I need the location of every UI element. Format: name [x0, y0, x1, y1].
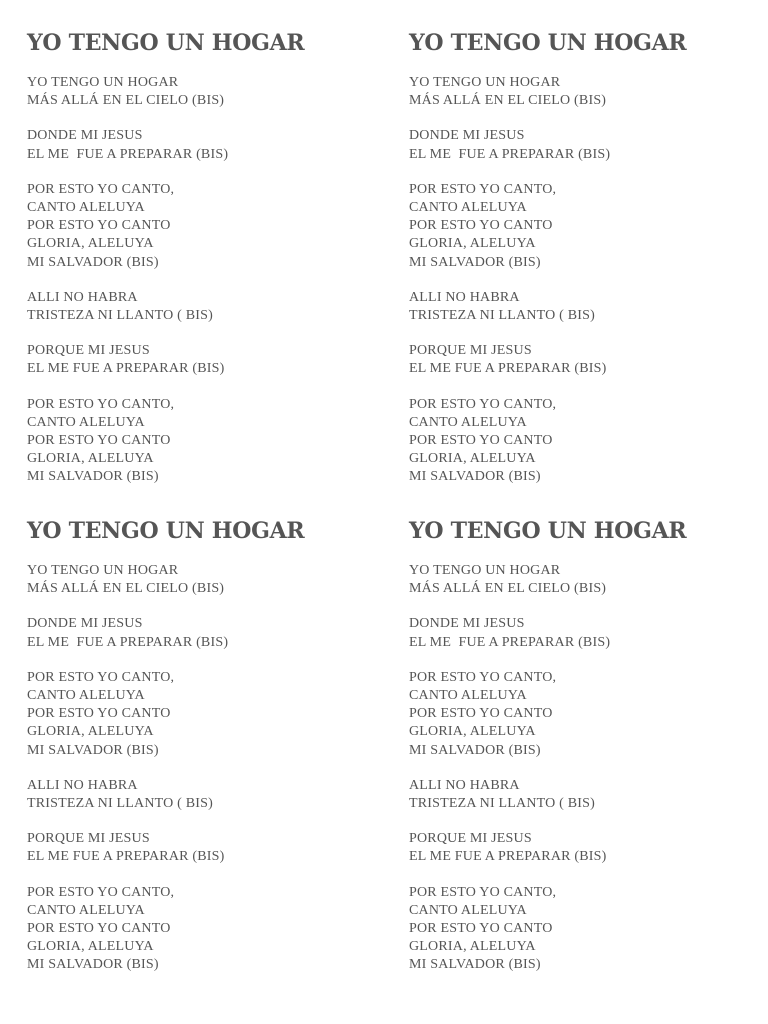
stanza	[27, 74, 377, 110]
stanza	[27, 615, 377, 651]
lyric-line: MÁS ALLÁ EN EL CIELO (BIS)	[409, 93, 607, 109]
song-title: YO TENGO UN HOGAR	[27, 518, 305, 544]
lyrics-card	[27, 516, 377, 992]
lyric-line: GLORIA, ALELUYA	[409, 236, 536, 252]
lyric-line: MÁS ALLÁ EN EL CIELO (BIS)	[409, 581, 607, 597]
stanza	[27, 289, 377, 325]
lyric-line: ALLI NO HABRA	[27, 777, 138, 793]
lyric-line: EL ME FUE A PREPARAR (BIS)	[409, 634, 611, 650]
stanza	[409, 74, 759, 110]
lyric-line: POR ESTO YO CANTO	[409, 433, 553, 449]
lyric-line: MI SALVADOR (BIS)	[409, 469, 541, 485]
stanza	[27, 777, 377, 813]
lyric-line: YO TENGO UN HOGAR	[409, 563, 561, 578]
lyric-line: MI SALVADOR (BIS)	[27, 957, 159, 973]
lyric-line: POR ESTO YO CANTO,	[27, 669, 175, 685]
lyric-line: MÁS ALLÁ EN EL CIELO (BIS)	[27, 93, 225, 109]
lyric-line: MI SALVADOR (BIS)	[409, 957, 541, 973]
lyric-line: EL ME FUE A PREPARAR (BIS)	[409, 361, 607, 377]
lyric-line: POR ESTO YO CANTO	[27, 921, 171, 937]
lyric-line: GLORIA, ALELUYA	[409, 724, 536, 740]
lyric-line: POR ESTO YO CANTO,	[409, 181, 557, 197]
lyric-line: ALLI NO HABRA	[409, 777, 520, 793]
lyric-line: YO TENGO UN HOGAR	[27, 563, 179, 578]
stanza	[409, 127, 759, 163]
lyric-line: TRISTEZA NI LLANTO ( BIS)	[27, 796, 213, 812]
lyric-line: TRISTEZA NI LLANTO ( BIS)	[409, 308, 595, 324]
lyric-line: DONDE MI JESUS	[409, 128, 525, 144]
lyric-line: POR ESTO YO CANTO,	[409, 669, 557, 685]
lyric-line: CANTO ALELUYA	[409, 688, 527, 704]
lyric-line: PORQUE MI JESUS	[409, 343, 532, 359]
song-title: YO TENGO UN HOGAR	[27, 30, 305, 56]
lyric-line: CANTO ALELUYA	[409, 414, 527, 430]
lyric-line: CANTO ALELUYA	[27, 902, 145, 918]
lyric-line: POR ESTO YO CANTO	[27, 218, 171, 234]
lyric-line: TRISTEZA NI LLANTO ( BIS)	[409, 796, 595, 812]
lyric-line: GLORIA, ALELUYA	[27, 724, 154, 740]
lyric-line: POR ESTO YO CANTO,	[27, 181, 175, 197]
lyric-line: POR ESTO YO CANTO	[409, 706, 553, 722]
lyrics-card	[27, 28, 377, 504]
stanza	[27, 562, 377, 598]
lyric-line: YO TENGO UN HOGAR	[409, 75, 561, 90]
lyric-line: TRISTEZA NI LLANTO ( BIS)	[27, 308, 213, 324]
stanza	[27, 342, 377, 378]
lyric-line: CANTO ALELUYA	[409, 902, 527, 918]
lyric-line: EL ME FUE A PREPARAR (BIS)	[27, 849, 225, 865]
lyric-line: GLORIA, ALELUYA	[27, 451, 154, 467]
lyric-line: GLORIA, ALELUYA	[27, 236, 154, 252]
lyric-line: MI SALVADOR (BIS)	[27, 469, 159, 485]
lyric-line: EL ME FUE A PREPARAR (BIS)	[409, 146, 611, 162]
lyric-line: POR ESTO YO CANTO	[409, 921, 553, 937]
lyric-line: PORQUE MI JESUS	[27, 343, 150, 359]
lyric-line: POR ESTO YO CANTO,	[27, 884, 175, 900]
lyric-line: MI SALVADOR (BIS)	[27, 254, 159, 270]
lyric-line: CANTO ALELUYA	[409, 200, 527, 216]
lyric-line: POR ESTO YO CANTO	[27, 433, 171, 449]
stanza	[409, 669, 759, 760]
lyrics-card	[409, 516, 759, 992]
lyric-line: CANTO ALELUYA	[27, 200, 145, 216]
stanza	[27, 669, 377, 760]
stanza	[409, 181, 759, 272]
stanza	[409, 562, 759, 598]
lyric-line: POR ESTO YO CANTO	[27, 706, 171, 722]
lyric-line: EL ME FUE A PREPARAR (BIS)	[27, 146, 229, 162]
lyric-line: ALLI NO HABRA	[27, 289, 138, 305]
stanza	[409, 830, 759, 866]
stanza	[409, 342, 759, 378]
lyric-line: POR ESTO YO CANTO,	[409, 396, 557, 412]
stanza	[409, 289, 759, 325]
lyric-line: PORQUE MI JESUS	[409, 831, 532, 847]
lyric-line: DONDE MI JESUS	[27, 616, 143, 632]
lyric-line: MI SALVADOR (BIS)	[409, 742, 541, 758]
lyric-line: MI SALVADOR (BIS)	[409, 254, 541, 270]
stanza	[27, 830, 377, 866]
stanza	[409, 396, 759, 487]
lyric-line: POR ESTO YO CANTO,	[27, 396, 175, 412]
lyric-line: POR ESTO YO CANTO,	[409, 884, 557, 900]
song-title: YO TENGO UN HOGAR	[409, 518, 687, 544]
lyric-line: POR ESTO YO CANTO	[409, 218, 553, 234]
lyric-line: GLORIA, ALELUYA	[27, 939, 154, 955]
stanza	[27, 181, 377, 272]
lyric-line: MÁS ALLÁ EN EL CIELO (BIS)	[27, 581, 225, 597]
lyric-line: EL ME FUE A PREPARAR (BIS)	[409, 849, 607, 865]
lyric-line: GLORIA, ALELUYA	[409, 451, 536, 467]
stanza	[409, 777, 759, 813]
stanza	[27, 884, 377, 975]
lyric-line: CANTO ALELUYA	[27, 414, 145, 430]
lyric-line: CANTO ALELUYA	[27, 688, 145, 704]
lyric-line: PORQUE MI JESUS	[27, 831, 150, 847]
stanza	[409, 615, 759, 651]
lyric-line: GLORIA, ALELUYA	[409, 939, 536, 955]
lyric-line: EL ME FUE A PREPARAR (BIS)	[27, 634, 229, 650]
lyric-line: YO TENGO UN HOGAR	[27, 75, 179, 90]
lyric-line: EL ME FUE A PREPARAR (BIS)	[27, 361, 225, 377]
stanza	[409, 884, 759, 975]
lyric-line: MI SALVADOR (BIS)	[27, 742, 159, 758]
lyrics-card	[409, 28, 759, 504]
lyric-line: DONDE MI JESUS	[409, 616, 525, 632]
lyric-line: ALLI NO HABRA	[409, 289, 520, 305]
stanza	[27, 127, 377, 163]
lyric-line: DONDE MI JESUS	[27, 128, 143, 144]
song-title: YO TENGO UN HOGAR	[409, 30, 687, 56]
stanza	[27, 396, 377, 487]
